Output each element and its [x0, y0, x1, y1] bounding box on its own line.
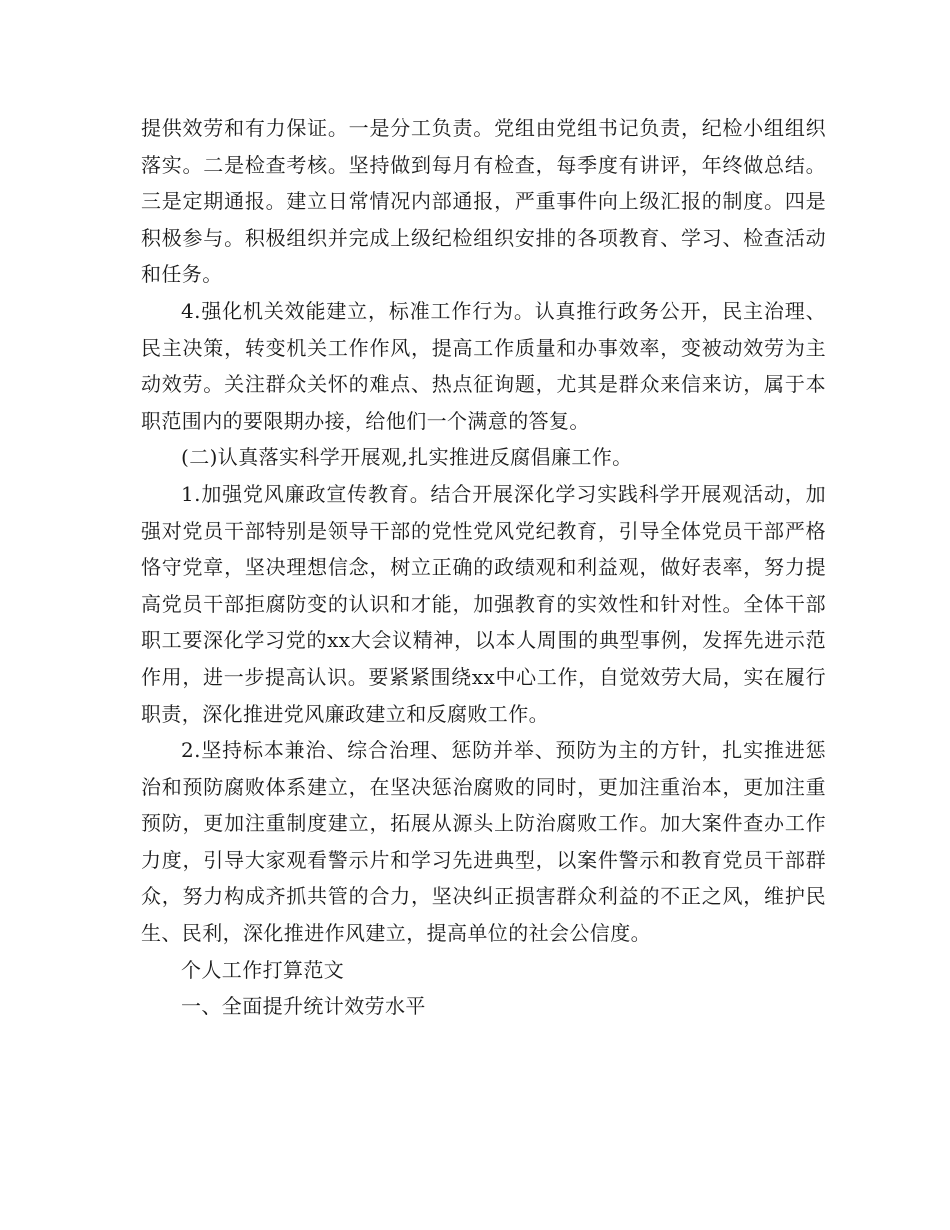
paragraph-continuation: 提供效劳和有力保证。一是分工负责。党组由党组书记负责，纪检小组组织落实。二是检查考核。坚持做到每月有检查，每季度有讲评，年终做总结。三是定期通报。建立日常情况内部通报，严重事件向上级汇报的制度。四是积极参与。积极组织并完成上级纪检组织安排的各项教育、学习、检查活动和任务。	[141, 116, 826, 287]
document-title-sample: 个人工作打算范文	[181, 957, 345, 982]
document-body	[141, 110, 826, 1025]
paragraph-item-2: 2.坚持标本兼治、综合治理、惩防并举、预防为主的方针，扎实推进惩治和预防腐败体系建立，在坚决惩治腐败的同时，更加注重治本，更加注重预防，更加注重制度建立，拓展从源头上防治腐败工作。加大案件查办工作力度，引导大家观看警示片和学习先进典型，以案件警示和教育党员干部群众，努力构成齐抓共管的合力，坚决纠正损害群众利益的不正之风，维护民生、民利，深化推进作风建立，提高单位的社会公信度。	[141, 738, 826, 946]
section-heading-2: (二)认真落实科学开展观,扎实推进反腐倡廉工作。	[181, 445, 633, 470]
paragraph-item-1: 1.加强党风廉政宣传教育。结合开展深化学习实践科学开展观活动，加强对党员干部特别是领导干部的党性党风党纪教育，引导全体党员干部严格恪守党章，坚决理想信念，树立正确的政绩观和利益观，做好表率，努力提高党员干部拒腐防变的认识和才能，加强教育的实效性和针对性。全体干部职工要深化学习党的xx大会议精神，以本人周围的典型事例，发挥先进示范作用，进一步提高认识。要紧紧围绕xx中心工作，自觉效劳大局，实在履行职责，深化推进党风廉政建立和反腐败工作。	[141, 481, 826, 726]
section-heading-1: 一、全面提升统计效劳水平	[181, 994, 426, 1019]
paragraph-item-4: 4.强化机关效能建立，标准工作行为。认真推行政务公开，民主治理、民主决策，转变机关工作作风，提高工作质量和办事效率，变被动效劳为主动效劳。关注群众关怀的难点、热点征询题，尤其是群众来信来访，属于本职范围内的要限期办接，给他们一个满意的答复。	[141, 298, 826, 433]
